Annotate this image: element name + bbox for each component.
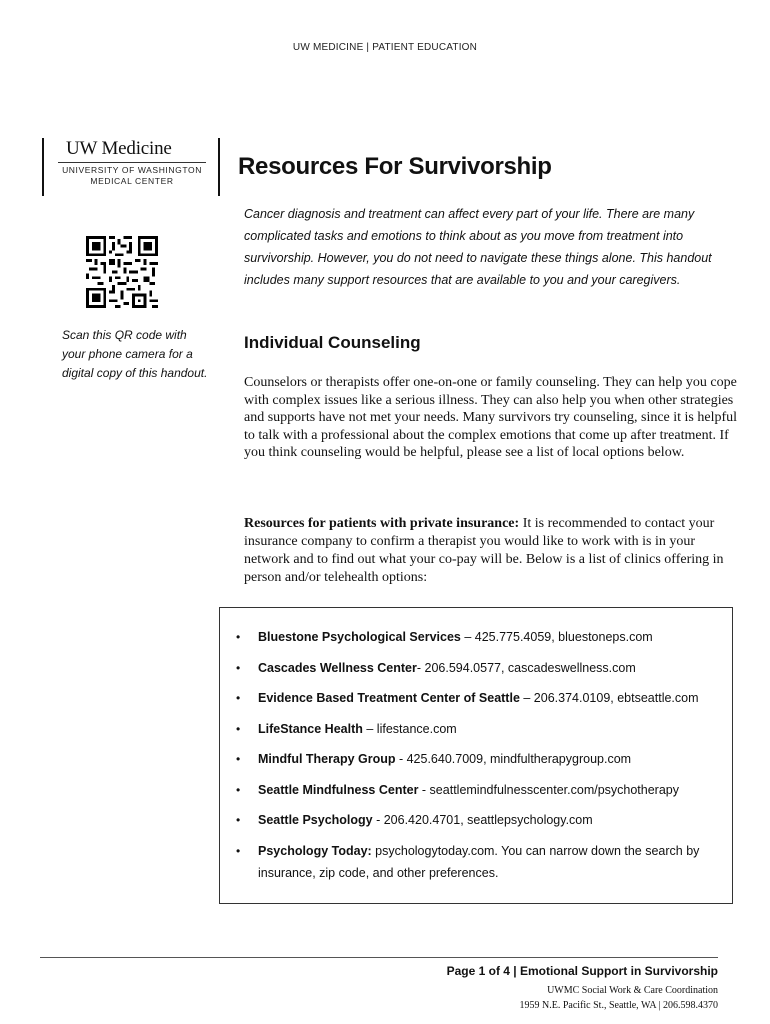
resource-name: Seattle Mindfulness Center: [258, 782, 419, 797]
bullet: •: [236, 813, 241, 827]
uw-medicine-logo: [42, 138, 220, 198]
qr-code: [86, 236, 158, 308]
resource-name: Seattle Psychology: [258, 813, 373, 827]
logo-medical-center: MEDICAL CENTER: [90, 176, 174, 186]
resource-detail: - 425.640.7009, mindfultherapygroup.com: [395, 752, 632, 766]
resource-detail: - 206.594.0577, cascadeswellness.com: [416, 660, 636, 675]
resource-item: [234, 718, 730, 740]
resource-detail: - seattlemindfulnesscenter.com/psychotherapy: [418, 782, 679, 797]
resource-name: LifeStance Health: [258, 721, 363, 736]
resource-list: [234, 626, 730, 892]
logo-university: UNIVERSITY OF WASHINGTON: [62, 165, 202, 175]
qr-caption: Scan this QR code with your phone camera for a digital copy of this handout.: [62, 328, 208, 380]
resource-name: Psychology Today:: [258, 843, 372, 858]
resource-item: [234, 779, 730, 801]
footer-department: UWMC Social Work & Care Coordination: [547, 985, 718, 996]
resource-item: [234, 657, 730, 679]
insurance-text: It is recommended to contact your insurance company to confirm a therapist you would like to work with is in your network and to find out what your co-pay will be. Below is a list of clinics offering in person and/or telehealth options:: [244, 516, 724, 585]
resource-detail: – 206.374.0109, ebtseattle.com: [519, 691, 699, 705]
intro-paragraph: Cancer diagnosis and treatment can affect every part of your life. There are many complicated tasks and emotions to think about as you move from treatment into survivorship. However, you do not need to navigate these things alone. This handout includes many support resources that are available to you and your caregivers.: [244, 207, 712, 287]
resource-name: Evidence Based Treatment Center of Seattle: [258, 691, 520, 705]
resource-detail: – lifestance.com: [362, 721, 457, 736]
resource-detail: – 425.775.4059, bluestoneps.com: [460, 630, 653, 644]
bullet: •: [236, 630, 241, 644]
resource-name: Bluestone Psychological Services: [258, 630, 461, 644]
footer-page-info: Page 1 of 4 | Emotional Support in Survivorship: [446, 964, 718, 978]
resource-box: [219, 607, 733, 904]
logo-left-bar: [42, 138, 44, 196]
resource-name: Cascades Wellness Center: [258, 660, 417, 675]
bullet: •: [236, 752, 241, 766]
resource-name: Mindful Therapy Group: [258, 752, 396, 766]
page-title: Resources For Survivorship: [238, 153, 552, 180]
bullet: •: [236, 691, 241, 705]
resource-item: [234, 840, 730, 884]
bullet: •: [236, 660, 241, 675]
counseling-paragraph: Counselors or therapists offer one-on-one or family counseling. They can help you cope with complex issues like a serious illness. They can also help you when other strategies and supports have not met your needs. Many survivors try counseling, since it is helpful to talk with a professional about the complex emotions that come up after treatment. If you think counseling would be helpful, please see a list of local options below.: [244, 375, 738, 460]
bullet: •: [236, 843, 241, 858]
insurance-paragraph: [244, 515, 740, 587]
logo-name: UW Medicine: [66, 138, 172, 159]
resource-item: [234, 626, 730, 648]
logo-divider: [58, 162, 206, 163]
bullet: •: [236, 782, 241, 797]
logo-right-bar: [218, 138, 220, 196]
resource-item: [234, 687, 730, 709]
resource-detail: - 206.420.4701, seattlepsychology.com: [372, 813, 593, 827]
insurance-lead: Resources for patients with private insurance:: [244, 516, 520, 531]
footer-address: 1959 N.E. Pacific St., Seattle, WA | 206.598.4370: [519, 1000, 718, 1011]
footer-divider: [40, 957, 718, 958]
resource-item: [234, 748, 730, 770]
bullet: •: [236, 721, 241, 736]
document-header: UW MEDICINE | PATIENT EDUCATION: [292, 42, 478, 53]
section-heading: Individual Counseling: [244, 333, 421, 352]
resource-item: [234, 809, 730, 831]
resource-detail: psychologytoday.com. You can narrow down the search by insurance, zip code, and other preferences.: [258, 843, 700, 880]
